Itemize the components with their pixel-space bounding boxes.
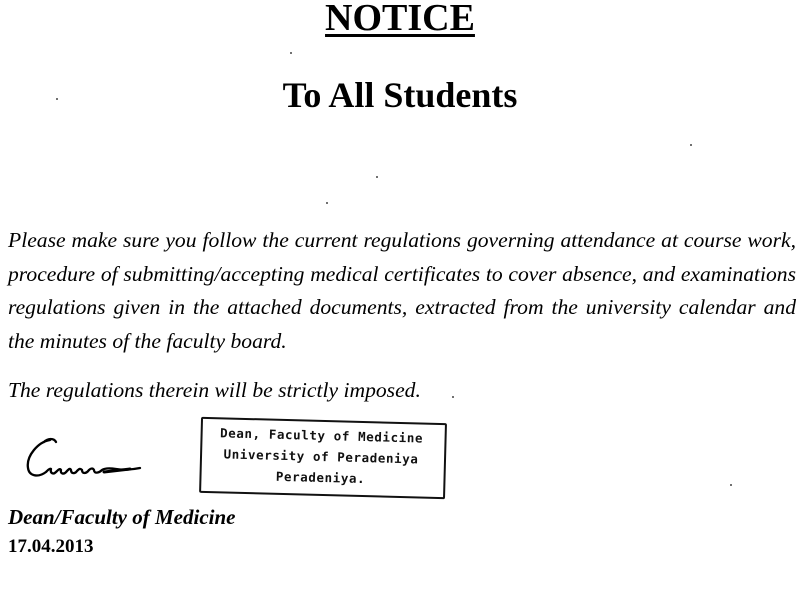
notice-subtitle: To All Students xyxy=(282,75,518,115)
scan-speck xyxy=(56,98,58,100)
notice-body: Please make sure you follow the current regulations governing attendance at course work, procedure of submitting/accepting medical certificates to cover absence, and examinations regulations given in the attached documents, extracted from the university calendar and the minutes of the faculty board. xyxy=(8,228,796,353)
scan-speck xyxy=(452,396,454,398)
stamp-line-2: University of Peradeniya xyxy=(223,446,419,467)
signatory-title: Dean/Faculty of Medicine xyxy=(8,505,236,529)
notice-title-text: NOTICE xyxy=(325,0,475,39)
scan-speck xyxy=(326,202,328,204)
stamp-line-3: Peradeniya. xyxy=(275,468,366,487)
signature xyxy=(20,428,160,488)
scan-speck xyxy=(690,144,692,146)
notice-title xyxy=(0,0,800,40)
scan-speck xyxy=(730,484,732,486)
stamp-line-1: Dean, Faculty of Medicine xyxy=(219,425,424,446)
notice-date: 17.04.2013 xyxy=(8,536,94,557)
scan-speck xyxy=(376,176,378,178)
official-stamp xyxy=(199,417,447,501)
notice-emphasis: The regulations therein will be strictly imposed. xyxy=(8,378,421,402)
scan-speck xyxy=(290,52,292,54)
